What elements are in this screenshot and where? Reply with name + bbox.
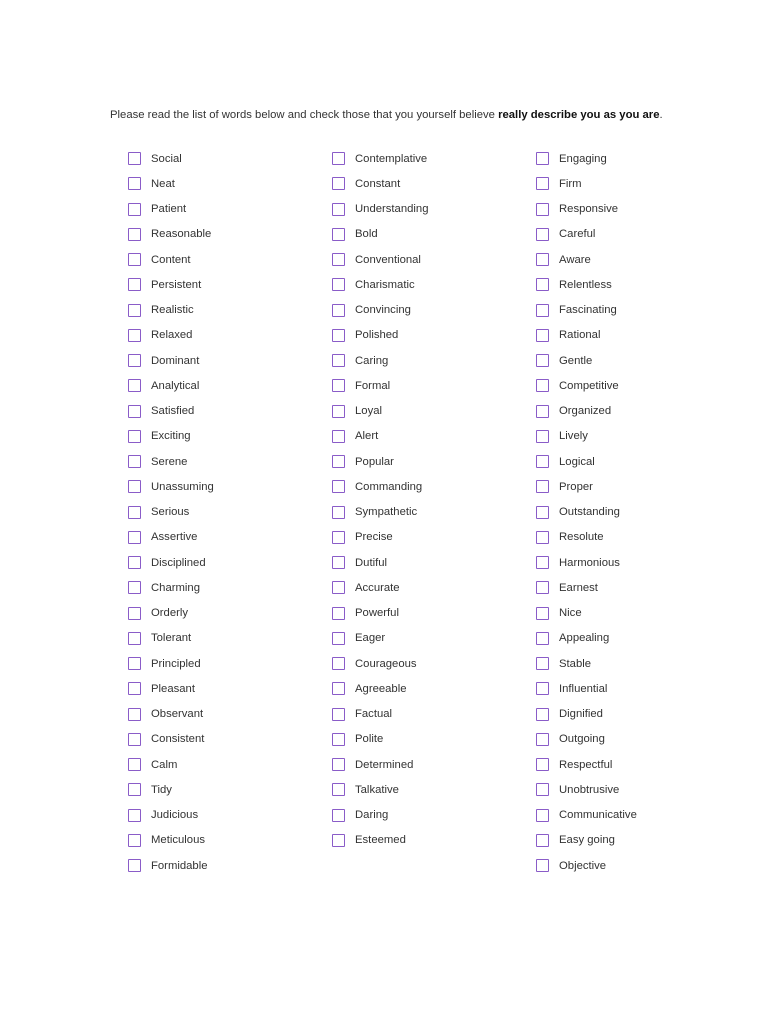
checkbox-item[interactable] <box>332 651 417 676</box>
checkbox[interactable] <box>128 581 141 594</box>
checkbox-label: Appealing <box>559 632 610 645</box>
checkbox-label: Relentless <box>559 278 612 291</box>
checkbox[interactable] <box>332 253 345 266</box>
checkbox[interactable] <box>536 152 549 165</box>
checkbox-item[interactable] <box>332 575 400 600</box>
checkbox-item[interactable] <box>536 171 582 196</box>
checkbox-label: Orderly <box>151 607 189 620</box>
checkbox-item[interactable] <box>128 323 193 348</box>
checkbox-label: Influential <box>559 682 608 695</box>
checkbox-label: Sympathetic <box>355 506 418 519</box>
checkbox-item[interactable] <box>536 525 604 550</box>
checkbox[interactable] <box>536 379 549 392</box>
checkbox-item[interactable] <box>332 500 418 525</box>
word-column-1 <box>128 146 214 878</box>
checkbox[interactable] <box>536 758 549 771</box>
checkbox[interactable] <box>332 430 345 443</box>
checkbox-label: Proper <box>559 480 593 493</box>
checkbox[interactable] <box>128 430 141 443</box>
checkbox-label: Contemplative <box>355 152 428 165</box>
checkbox-item[interactable] <box>128 550 206 575</box>
checkbox-label: Formal <box>355 379 391 392</box>
checkbox-item[interactable] <box>332 550 388 575</box>
checkbox[interactable] <box>128 556 141 569</box>
checkbox[interactable] <box>332 506 345 519</box>
checkbox-item[interactable] <box>128 348 200 373</box>
checkbox[interactable] <box>332 682 345 695</box>
checkbox-label: Factual <box>355 708 393 721</box>
checkbox-item[interactable] <box>536 575 598 600</box>
checkbox[interactable] <box>536 657 549 670</box>
checkbox-label: Meticulous <box>151 834 205 847</box>
checkbox[interactable] <box>128 379 141 392</box>
checkbox[interactable] <box>536 834 549 847</box>
word-column-3 <box>536 146 637 878</box>
checkbox-item[interactable] <box>536 702 603 727</box>
checkbox-label: Gentle <box>559 354 593 367</box>
checkbox[interactable] <box>332 708 345 721</box>
checkbox[interactable] <box>536 859 549 872</box>
checkbox[interactable] <box>332 455 345 468</box>
instructions <box>110 109 663 121</box>
checkbox-item[interactable] <box>128 777 172 802</box>
checkbox-item[interactable] <box>536 803 637 828</box>
checkbox[interactable] <box>128 152 141 165</box>
checkbox[interactable] <box>536 708 549 721</box>
checkbox[interactable] <box>536 304 549 317</box>
checkbox-label: Agreeable <box>355 682 407 695</box>
checkbox-item[interactable] <box>332 626 386 651</box>
checkbox-label: Dutiful <box>355 556 388 569</box>
checkbox[interactable] <box>332 480 345 493</box>
checkbox-label: Charming <box>151 581 200 594</box>
checkbox-label: Objective <box>559 859 607 872</box>
checkbox[interactable] <box>128 783 141 796</box>
checkbox-item[interactable] <box>128 424 191 449</box>
checkbox[interactable] <box>332 733 345 746</box>
checkbox-item[interactable] <box>128 171 175 196</box>
checkbox-label: Polite <box>355 733 384 746</box>
checkbox-label: Pleasant <box>151 682 195 695</box>
checkbox-item[interactable] <box>128 247 191 272</box>
checkbox[interactable] <box>128 834 141 847</box>
checkbox-label: Popular <box>355 455 394 468</box>
checkbox[interactable] <box>536 480 549 493</box>
checkbox-label: Logical <box>559 455 595 468</box>
checkbox-item[interactable] <box>128 298 194 323</box>
checkbox-item[interactable] <box>332 399 383 424</box>
checkbox[interactable] <box>332 809 345 822</box>
checkbox-label: Respectful <box>559 758 613 771</box>
checkbox-label: Persistent <box>151 278 202 291</box>
checkbox-label: Stable <box>559 657 592 670</box>
checkbox-label: Fascinating <box>559 304 617 317</box>
checkbox-item[interactable] <box>128 146 182 171</box>
checkbox-label: Observant <box>151 708 204 721</box>
checkbox-label: Dominant <box>151 354 200 367</box>
checkbox[interactable] <box>128 278 141 291</box>
checkbox[interactable] <box>128 859 141 872</box>
checkbox[interactable] <box>536 581 549 594</box>
checkbox[interactable] <box>536 278 549 291</box>
checkbox-label: Caring <box>355 354 389 367</box>
checkbox-item[interactable] <box>332 171 401 196</box>
checkbox-label: Powerful <box>355 607 399 620</box>
checkbox-item[interactable] <box>128 853 208 878</box>
checkbox[interactable] <box>332 607 345 620</box>
checkbox[interactable] <box>128 228 141 241</box>
checkbox-label: Rational <box>559 329 601 342</box>
checkbox-item[interactable] <box>332 702 393 727</box>
checkbox-label: Outgoing <box>559 733 605 746</box>
checkbox-label: Esteemed <box>355 834 406 847</box>
checkbox-label: Accurate <box>355 581 400 594</box>
checkbox-item[interactable] <box>536 828 615 853</box>
checkbox[interactable] <box>332 203 345 216</box>
checkbox-item[interactable] <box>332 777 399 802</box>
checkbox[interactable] <box>536 405 549 418</box>
checkbox-label: Loyal <box>355 405 383 418</box>
checkbox-item[interactable] <box>536 222 596 247</box>
checkbox-label: Charismatic <box>355 278 415 291</box>
checkbox[interactable] <box>128 304 141 317</box>
checkbox[interactable] <box>128 632 141 645</box>
checkbox-label: Satisfied <box>151 405 195 418</box>
checkbox[interactable] <box>536 809 549 822</box>
checkbox-label: Outstanding <box>559 506 620 519</box>
checkbox-label: Engaging <box>559 152 607 165</box>
checkbox-label: Conventional <box>355 253 421 266</box>
instruction-emphasis: really describe you as you are <box>498 109 660 121</box>
checkbox-label: Reasonable <box>151 228 212 241</box>
checkbox[interactable] <box>332 783 345 796</box>
checkbox-item[interactable] <box>128 601 189 626</box>
checkbox[interactable] <box>536 531 549 544</box>
checkbox-item[interactable] <box>128 702 204 727</box>
word-column-2 <box>332 146 429 853</box>
checkbox-item[interactable] <box>332 803 389 828</box>
checkbox[interactable] <box>536 329 549 342</box>
checkbox-label: Firm <box>559 177 582 190</box>
checkbox[interactable] <box>332 657 345 670</box>
checkbox-label: Tolerant <box>151 632 192 645</box>
checkbox-item[interactable] <box>332 424 379 449</box>
checkbox-label: Competitive <box>559 379 619 392</box>
checkbox-label: Tidy <box>151 783 172 796</box>
checkbox[interactable] <box>536 733 549 746</box>
checkbox-label: Precise <box>355 531 393 544</box>
checkbox-label: Convincing <box>355 304 411 317</box>
checkbox-label: Content <box>151 253 191 266</box>
checkbox-item[interactable] <box>536 853 607 878</box>
checkbox[interactable] <box>332 758 345 771</box>
checkbox-item[interactable] <box>332 449 394 474</box>
checkbox-label: Courageous <box>355 657 417 670</box>
checkbox[interactable] <box>536 203 549 216</box>
checkbox[interactable] <box>332 228 345 241</box>
checkbox-label: Aware <box>559 253 591 266</box>
checkbox-item[interactable] <box>536 247 591 272</box>
checkbox[interactable] <box>128 682 141 695</box>
checkbox[interactable] <box>128 657 141 670</box>
checkbox[interactable] <box>128 758 141 771</box>
checkbox-label: Social <box>151 152 182 165</box>
checkbox[interactable] <box>128 203 141 216</box>
checkbox-label: Constant <box>355 177 401 190</box>
checkbox-item[interactable] <box>332 197 429 222</box>
checkbox-label: Harmonious <box>559 556 620 569</box>
checkbox[interactable] <box>128 809 141 822</box>
checkbox-label: Nice <box>559 607 582 620</box>
checkbox[interactable] <box>536 632 549 645</box>
checkbox[interactable] <box>536 506 549 519</box>
checkbox-item[interactable] <box>536 424 588 449</box>
checkbox-item[interactable] <box>128 525 198 550</box>
checkbox-item[interactable] <box>332 676 407 701</box>
checkbox-item[interactable] <box>128 727 205 752</box>
checkbox[interactable] <box>332 632 345 645</box>
checkbox[interactable] <box>332 531 345 544</box>
checkbox-label: Polished <box>355 329 399 342</box>
checkbox[interactable] <box>332 152 345 165</box>
checkbox-label: Calm <box>151 758 178 771</box>
checkbox[interactable] <box>332 379 345 392</box>
checkbox-label: Resolute <box>559 531 604 544</box>
checkbox[interactable] <box>128 354 141 367</box>
checkbox[interactable] <box>128 253 141 266</box>
checkbox-item[interactable] <box>536 752 613 777</box>
checkbox-item[interactable] <box>332 373 391 398</box>
checkbox-item[interactable] <box>536 298 617 323</box>
checkbox-item[interactable] <box>536 323 601 348</box>
checkbox-label: Disciplined <box>151 556 206 569</box>
checkbox[interactable] <box>128 733 141 746</box>
checkbox-item[interactable] <box>332 828 406 853</box>
checkbox[interactable] <box>536 682 549 695</box>
checkbox-item[interactable] <box>128 828 205 853</box>
checkbox-item[interactable] <box>536 500 620 525</box>
checkbox-item[interactable] <box>536 651 592 676</box>
checkbox-item[interactable] <box>536 626 610 651</box>
checkbox-item[interactable] <box>128 474 214 499</box>
checkbox[interactable] <box>332 834 345 847</box>
checkbox-item[interactable] <box>128 449 188 474</box>
checkbox[interactable] <box>128 177 141 190</box>
checkbox-label: Talkative <box>355 783 399 796</box>
checkbox-item[interactable] <box>536 272 612 297</box>
checkbox-item[interactable] <box>128 575 200 600</box>
checkbox-label: Determined <box>355 758 414 771</box>
checkbox-item[interactable] <box>128 500 190 525</box>
checkbox-label: Serious <box>151 506 190 519</box>
checkbox-item[interactable] <box>332 525 393 550</box>
checkbox-item[interactable] <box>332 146 428 171</box>
checkbox-item[interactable] <box>332 298 411 323</box>
checkbox-label: Earnest <box>559 581 598 594</box>
checkbox-item[interactable] <box>128 651 201 676</box>
checkbox-label: Consistent <box>151 733 205 746</box>
checkbox-label: Lively <box>559 430 588 443</box>
checkbox[interactable] <box>536 556 549 569</box>
checkbox[interactable] <box>332 304 345 317</box>
checkbox-item[interactable] <box>332 727 384 752</box>
checkbox-label: Commanding <box>355 480 423 493</box>
checkbox[interactable] <box>536 354 549 367</box>
checkbox[interactable] <box>332 329 345 342</box>
checkbox-label: Dignified <box>559 708 603 721</box>
checkbox[interactable] <box>536 228 549 241</box>
checkbox-item[interactable] <box>536 146 607 171</box>
checkbox[interactable] <box>536 607 549 620</box>
checkbox-item[interactable] <box>536 449 595 474</box>
checkbox-label: Eager <box>355 632 386 645</box>
instruction-text: Please read the list of words below and check those that you yourself believe <box>110 109 499 121</box>
checkbox-label: Unobtrusive <box>559 783 620 796</box>
checkbox[interactable] <box>332 405 345 418</box>
checkbox-item[interactable] <box>536 197 619 222</box>
checkbox-item[interactable] <box>128 373 200 398</box>
checkbox-item[interactable] <box>332 272 415 297</box>
checkbox-label: Principled <box>151 657 201 670</box>
checkbox-item[interactable] <box>536 399 612 424</box>
checkbox-label: Judicious <box>151 809 199 822</box>
checkbox-item[interactable] <box>536 601 582 626</box>
checkbox[interactable] <box>536 783 549 796</box>
checkbox-label: Assertive <box>151 531 198 544</box>
checkbox[interactable] <box>536 455 549 468</box>
checkbox[interactable] <box>128 405 141 418</box>
checkbox[interactable] <box>128 455 141 468</box>
checkbox-item[interactable] <box>332 247 421 272</box>
checkbox-item[interactable] <box>128 676 195 701</box>
checkbox-item[interactable] <box>128 399 195 424</box>
checkbox-label: Bold <box>355 228 378 241</box>
checkbox[interactable] <box>332 581 345 594</box>
checkbox[interactable] <box>128 607 141 620</box>
checkbox-item[interactable] <box>536 550 620 575</box>
checkbox-item[interactable] <box>536 348 593 373</box>
checkbox[interactable] <box>536 430 549 443</box>
checkbox-label: Communicative <box>559 809 637 822</box>
checkbox[interactable] <box>128 708 141 721</box>
checkbox-item[interactable] <box>128 803 199 828</box>
checkbox-label: Easy going <box>559 834 615 847</box>
checkbox[interactable] <box>332 177 345 190</box>
checkbox[interactable] <box>128 506 141 519</box>
checkbox-item[interactable] <box>332 348 389 373</box>
checkbox-item[interactable] <box>332 323 399 348</box>
checkbox-item[interactable] <box>332 222 378 247</box>
checkbox-label: Exciting <box>151 430 191 443</box>
checkbox-item[interactable] <box>128 626 192 651</box>
instruction-end: . <box>659 109 663 121</box>
checkbox-label: Alert <box>355 430 379 443</box>
checkbox[interactable] <box>128 531 141 544</box>
checkbox-item[interactable] <box>536 727 605 752</box>
checkbox-label: Patient <box>151 203 187 216</box>
checkbox-item[interactable] <box>536 676 608 701</box>
checkbox-item[interactable] <box>536 373 619 398</box>
checkbox-label: Realistic <box>151 304 194 317</box>
checkbox-item[interactable] <box>128 752 178 777</box>
checkbox-label: Understanding <box>355 203 429 216</box>
checkbox-item[interactable] <box>332 474 423 499</box>
checkbox-item[interactable] <box>332 752 414 777</box>
checkbox-label: Relaxed <box>151 329 193 342</box>
checkbox-label: Analytical <box>151 379 200 392</box>
checkbox-label: Daring <box>355 809 389 822</box>
checkbox[interactable] <box>332 354 345 367</box>
checkbox-label: Formidable <box>151 859 208 872</box>
checkbox-label: Responsive <box>559 203 619 216</box>
checkbox-item[interactable] <box>128 197 187 222</box>
checkbox-label: Organized <box>559 405 612 418</box>
checkbox[interactable] <box>128 329 141 342</box>
checkbox[interactable] <box>332 556 345 569</box>
checkbox-label: Unassuming <box>151 480 214 493</box>
checkbox[interactable] <box>332 278 345 291</box>
checkbox[interactable] <box>536 253 549 266</box>
checkbox-label: Serene <box>151 455 188 468</box>
checkbox-item[interactable] <box>536 474 593 499</box>
checkbox-item[interactable] <box>332 601 399 626</box>
checkbox-label: Neat <box>151 177 175 190</box>
checkbox[interactable] <box>536 177 549 190</box>
checkbox[interactable] <box>128 480 141 493</box>
checkbox-item[interactable] <box>536 777 620 802</box>
checkbox-item[interactable] <box>128 222 212 247</box>
checkbox-label: Careful <box>559 228 596 241</box>
checkbox-item[interactable] <box>128 272 202 297</box>
